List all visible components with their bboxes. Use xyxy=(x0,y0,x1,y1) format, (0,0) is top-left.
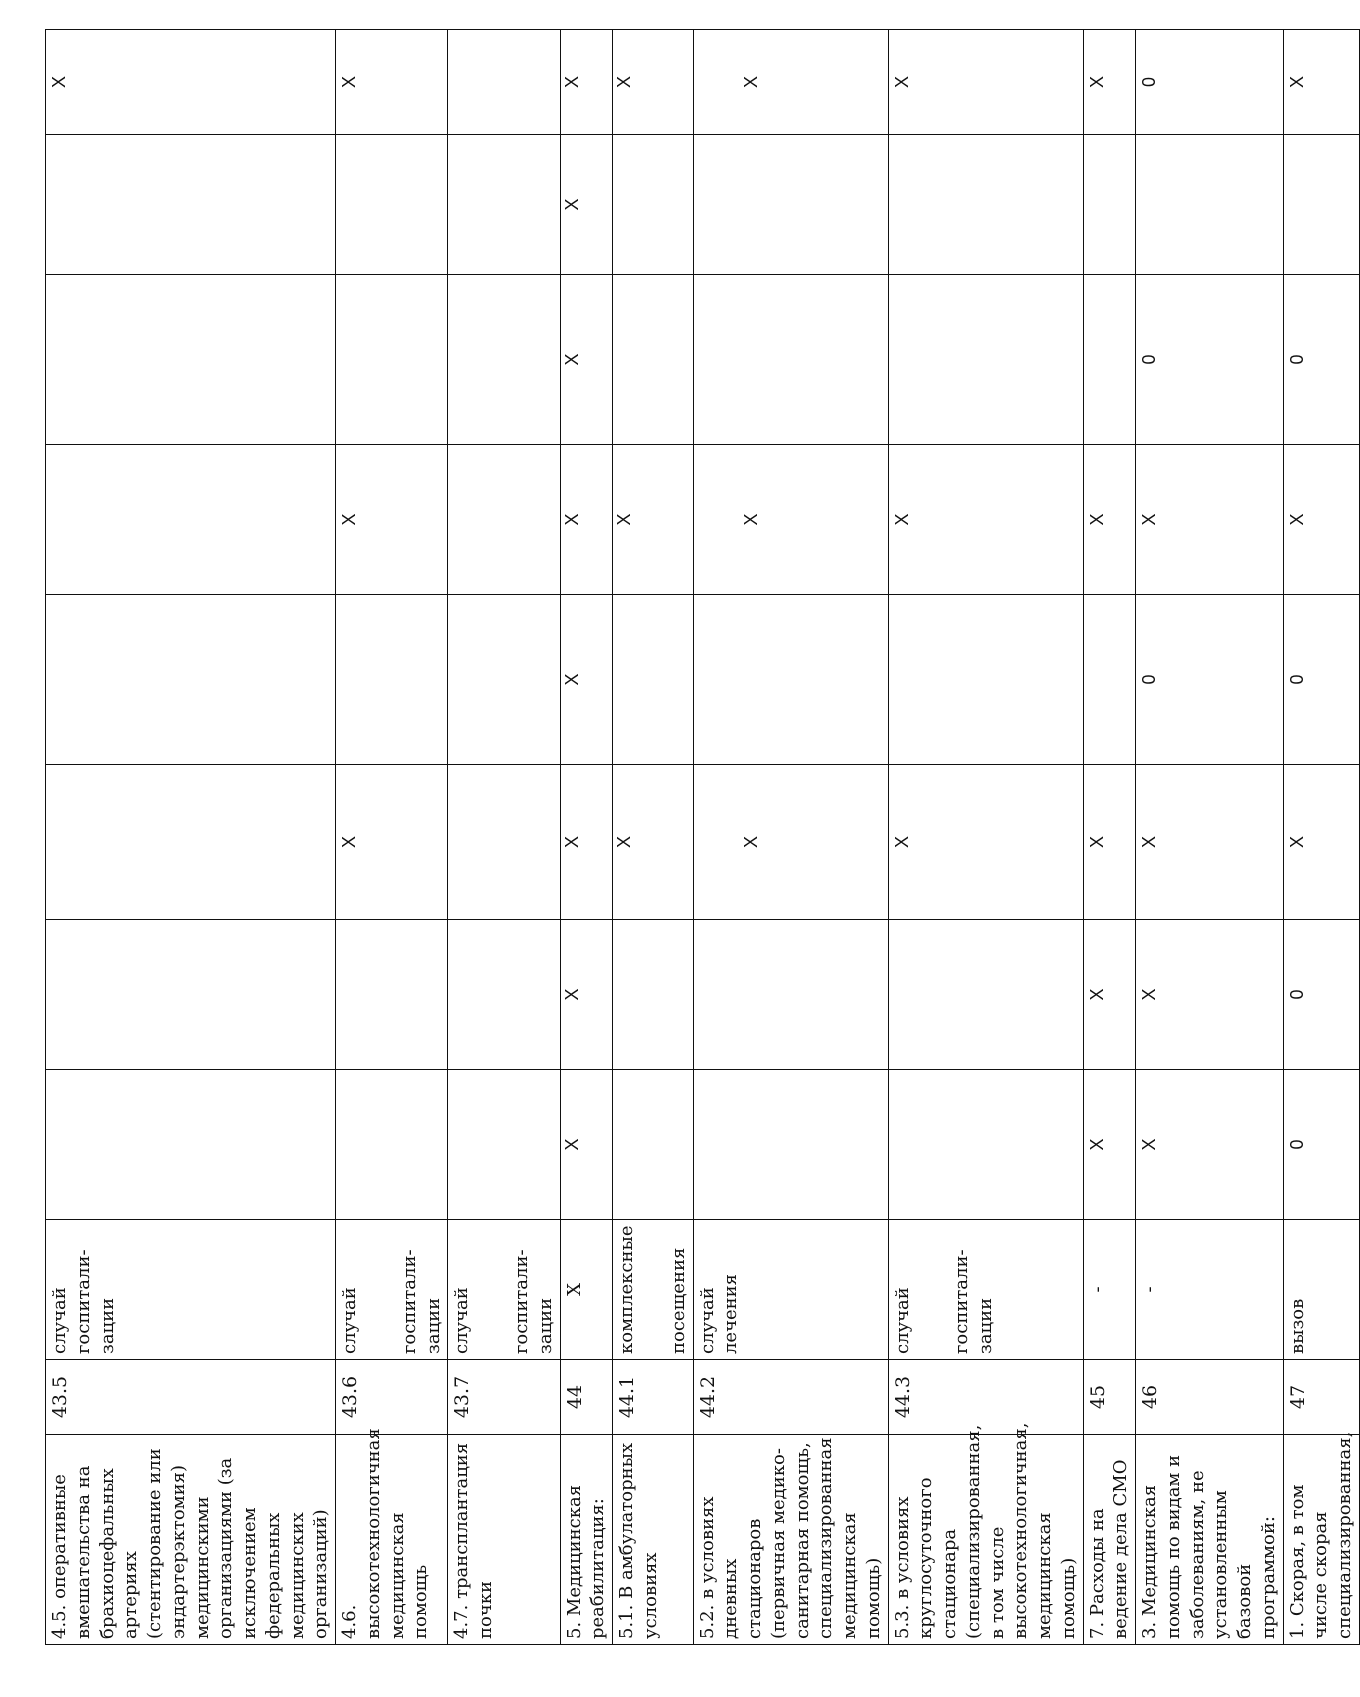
financing-table xyxy=(45,29,1360,1645)
value-cell xyxy=(888,275,1083,445)
row-unit xyxy=(448,1220,560,1360)
row-unit-top: случай xyxy=(891,1287,913,1354)
value-cell: X xyxy=(560,135,613,275)
value-cell xyxy=(448,135,560,275)
row-name: 5.2. в условиях дневных стационаров (первичная медико-санитарная помощь, специализированная медицинская помощь) xyxy=(693,1435,888,1645)
row-code xyxy=(560,1360,613,1435)
value-cell: X xyxy=(560,765,613,920)
value-cell xyxy=(1283,135,1359,275)
value-cell: 0 xyxy=(1283,920,1359,1070)
row-unit xyxy=(560,1220,613,1360)
value-cell: X xyxy=(46,30,336,135)
row-name: 5.1. В амбулаторных условиях xyxy=(613,1435,694,1645)
row-code xyxy=(613,1360,694,1435)
row-unit-bottom: госпитали-зации xyxy=(951,1249,996,1354)
table-row xyxy=(1283,30,1359,1645)
value-cell xyxy=(693,135,888,275)
row-name: 5. Медицинская реабилитация: xyxy=(560,1435,613,1645)
value-cell xyxy=(888,920,1083,1070)
row-code-value: 43.5 xyxy=(49,1375,71,1419)
value-cell: X xyxy=(1283,765,1359,920)
row-unit xyxy=(1083,1220,1136,1360)
value-cell xyxy=(448,765,560,920)
table-row xyxy=(888,30,1083,1645)
table-row xyxy=(560,30,613,1645)
row-code xyxy=(448,1360,560,1435)
value-cell: X xyxy=(888,30,1083,135)
row-name: 1. Скорая, в том числе скорая специализированная, xyxy=(1283,1435,1359,1645)
row-code xyxy=(46,1360,336,1435)
value-cell xyxy=(46,920,336,1070)
row-unit-top: случай xyxy=(451,1287,473,1354)
value-cell xyxy=(1083,595,1136,765)
value-cell xyxy=(1136,135,1284,275)
value-cell xyxy=(46,765,336,920)
value-cell: X xyxy=(336,30,448,135)
value-cell xyxy=(336,595,448,765)
row-name: 4.6. высокотехнологичная медицинская помощь xyxy=(336,1435,448,1645)
value-cell xyxy=(693,595,888,765)
value-cell xyxy=(613,920,694,1070)
value-cell xyxy=(448,445,560,595)
value-cell: X xyxy=(560,30,613,135)
value-cell xyxy=(336,920,448,1070)
row-unit-top: случай xyxy=(339,1287,360,1354)
table-row xyxy=(46,30,336,1645)
value-cell: 0 xyxy=(1136,275,1284,445)
value-cell xyxy=(448,1070,560,1220)
value-cell: X xyxy=(613,30,694,135)
value-cell xyxy=(46,445,336,595)
row-unit-bottom: госпитали-зации xyxy=(511,1249,556,1354)
value-cell xyxy=(888,135,1083,275)
value-cell: X xyxy=(1136,1070,1284,1220)
value-cell: X xyxy=(1083,1070,1136,1220)
row-unit-top: X xyxy=(563,1283,585,1296)
value-cell: X xyxy=(613,765,694,920)
value-cell: X xyxy=(1083,765,1136,920)
value-cell xyxy=(613,595,694,765)
row-unit xyxy=(693,1220,888,1360)
table-row xyxy=(336,30,448,1645)
row-unit-top: комплексные xyxy=(616,1225,637,1354)
table-row xyxy=(448,30,560,1645)
row-unit xyxy=(1136,1220,1284,1360)
table-row xyxy=(1083,30,1136,1645)
value-cell: X xyxy=(560,1070,613,1220)
row-code xyxy=(1136,1360,1284,1435)
value-cell: 0 xyxy=(1283,275,1359,445)
row-code-value: 44.1 xyxy=(616,1375,638,1419)
value-cell xyxy=(448,30,560,135)
value-cell: X xyxy=(888,445,1083,595)
value-cell xyxy=(888,595,1083,765)
value-cell: X xyxy=(613,445,694,595)
row-unit-top: вызов xyxy=(1286,1298,1308,1354)
value-cell: X xyxy=(1083,445,1136,595)
value-cell: X xyxy=(560,445,613,595)
value-cell xyxy=(46,135,336,275)
value-cell xyxy=(693,1070,888,1220)
table-row xyxy=(693,30,888,1645)
value-cell: X xyxy=(560,920,613,1070)
table-row xyxy=(1136,30,1284,1645)
value-cell: X xyxy=(693,30,888,135)
row-code-value: 47 xyxy=(1286,1384,1309,1410)
value-cell: 0 xyxy=(1283,1070,1359,1220)
value-cell xyxy=(693,920,888,1070)
row-name: 3. Медицинская помощь по видам и заболеваниям, не установленным базовой программой: xyxy=(1136,1435,1284,1645)
row-unit-top: случай лечения xyxy=(696,1274,742,1354)
row-unit xyxy=(613,1220,694,1360)
value-cell: X xyxy=(1136,920,1284,1070)
row-code-value: 46 xyxy=(1139,1384,1161,1410)
value-cell: X xyxy=(1136,765,1284,920)
value-cell: X xyxy=(888,765,1083,920)
row-code-value: 44.2 xyxy=(696,1375,719,1419)
value-cell: 0 xyxy=(1136,30,1284,135)
value-cell xyxy=(613,275,694,445)
row-unit-top: - xyxy=(1086,1286,1108,1293)
table-row xyxy=(613,30,694,1645)
value-cell xyxy=(336,135,448,275)
row-unit-bottom: госпитали-зации xyxy=(398,1249,444,1354)
value-cell: X xyxy=(1083,30,1136,135)
value-cell xyxy=(1083,135,1136,275)
row-code xyxy=(336,1360,448,1435)
row-code-value: 44 xyxy=(563,1384,586,1410)
row-name: 7. Расходы на ведение дела СМО xyxy=(1083,1435,1136,1645)
value-cell: X xyxy=(560,275,613,445)
row-code-value: 43.7 xyxy=(451,1375,474,1419)
value-cell: X xyxy=(693,445,888,595)
value-cell xyxy=(613,1070,694,1220)
row-code-value: 44.3 xyxy=(891,1375,914,1419)
row-code-value: 45 xyxy=(1086,1384,1109,1410)
row-unit-top: - xyxy=(1139,1286,1160,1293)
value-cell: 0 xyxy=(1136,595,1284,765)
value-cell: X xyxy=(560,595,613,765)
value-cell xyxy=(448,595,560,765)
row-name: 4.7. трансплантация почки xyxy=(448,1435,560,1645)
row-code xyxy=(1283,1360,1359,1435)
row-code xyxy=(1083,1360,1136,1435)
value-cell: X xyxy=(336,445,448,595)
table-body xyxy=(46,30,1360,1645)
value-cell: X xyxy=(336,765,448,920)
value-cell xyxy=(613,135,694,275)
row-unit xyxy=(46,1220,336,1360)
row-unit-bottom: посещения xyxy=(667,1247,689,1354)
value-cell xyxy=(448,275,560,445)
value-cell xyxy=(888,1070,1083,1220)
value-cell xyxy=(448,920,560,1070)
value-cell: X xyxy=(1283,445,1359,595)
row-unit xyxy=(1283,1220,1359,1360)
row-unit xyxy=(336,1220,448,1360)
value-cell xyxy=(693,275,888,445)
row-code xyxy=(888,1360,1083,1435)
value-cell xyxy=(1083,275,1136,445)
value-cell xyxy=(46,595,336,765)
row-code-value: 43.6 xyxy=(339,1375,361,1419)
row-unit xyxy=(888,1220,1083,1360)
row-unit-top: случай госпитали-зации xyxy=(49,1249,118,1354)
value-cell: X xyxy=(1136,445,1284,595)
value-cell xyxy=(336,275,448,445)
value-cell xyxy=(336,1070,448,1220)
value-cell: 0 xyxy=(1283,595,1359,765)
row-name: 4.5. оперативные вмешательства на брахиоцефальных артериях (стентирование или эндартерэктомия) медицинскими организациями (за исключением федеральных медицинских организаций) xyxy=(46,1435,336,1645)
value-cell xyxy=(46,1070,336,1220)
row-code xyxy=(693,1360,888,1435)
row-name: 5.3. в условиях круглосуточного стационара (специализированная, в том числе высокотехнологичная, медицинская помощь) xyxy=(888,1435,1083,1645)
value-cell xyxy=(46,275,336,445)
value-cell: X xyxy=(1083,920,1136,1070)
value-cell: X xyxy=(693,765,888,920)
value-cell: X xyxy=(1283,30,1359,135)
